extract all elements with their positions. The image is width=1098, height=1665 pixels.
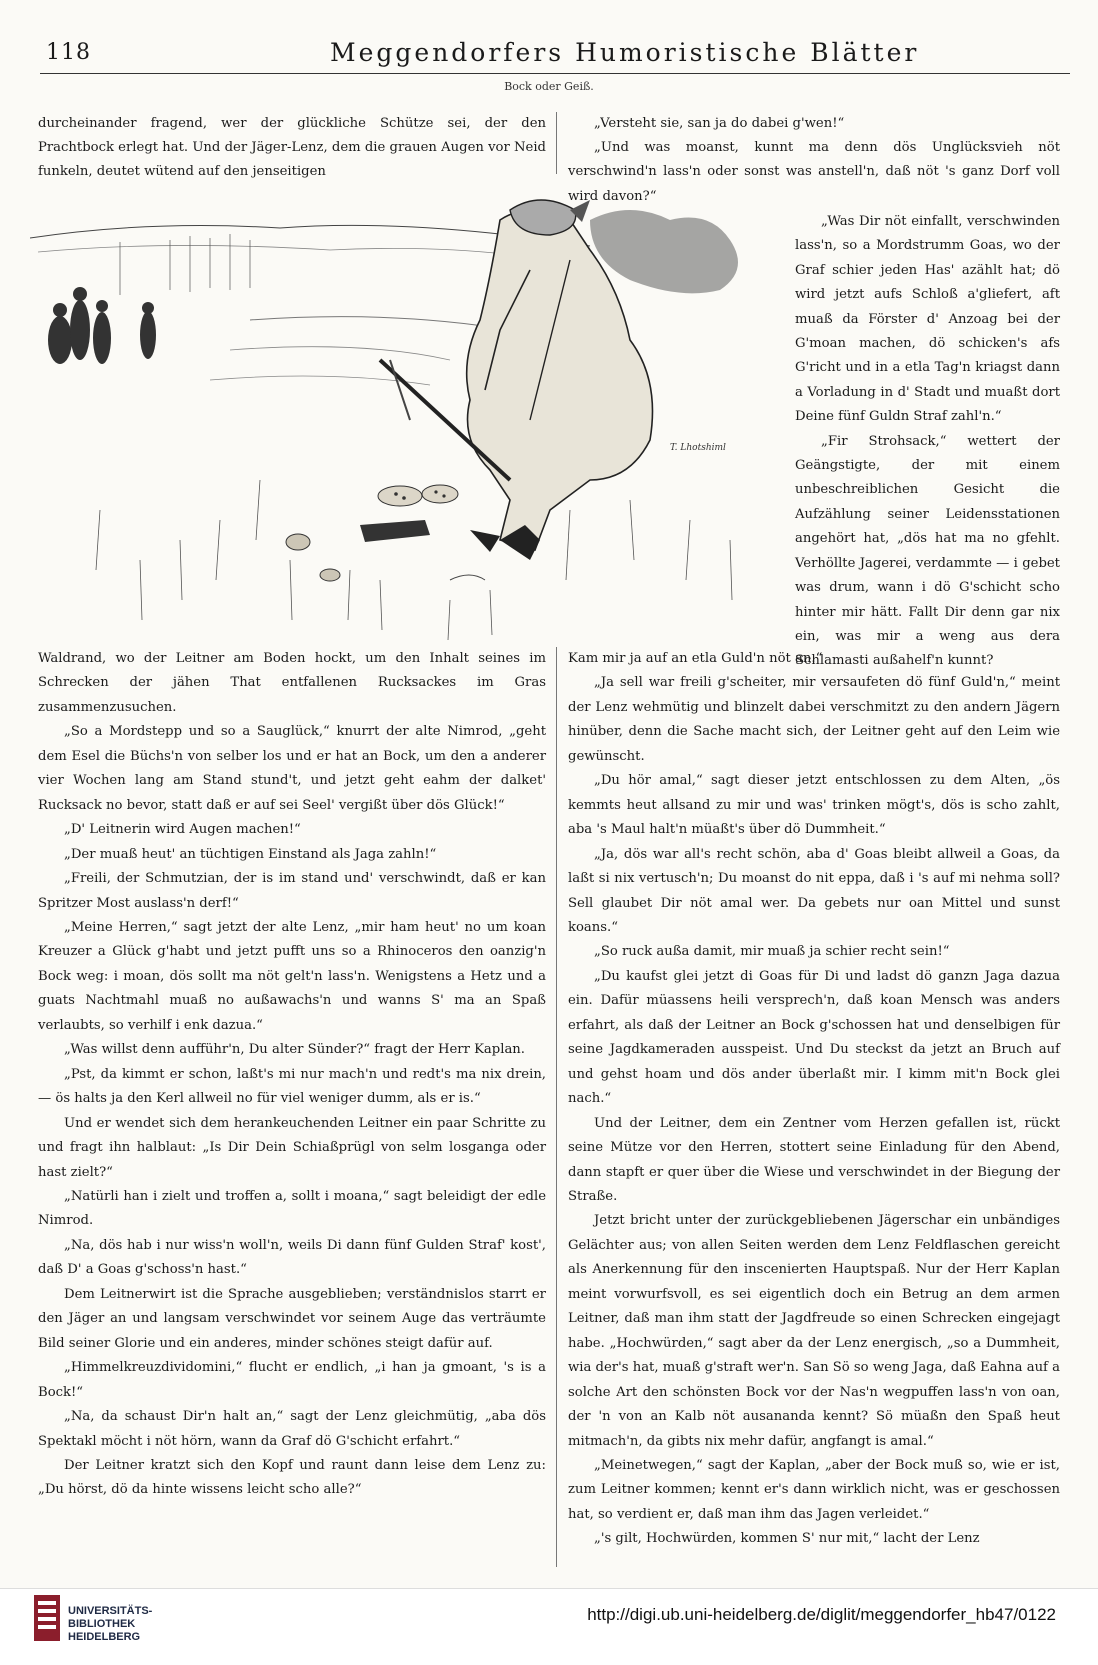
paragraph: „Meine Herren,“ sagt jetzt der alte Lenz, „mir ham heut' no um koan Kreuzer a Glück g'habt und jetzt pufft uns so a Rhinoceros den oanzig'n Bock weg: i moan, dös sollt ma nöt gelt'n lass'n. Wenigstens a Hetz und a guats Nachtmahl muaß no außawachs'n und wanns S' ma an Spaß verlaubts, so verhilf i enk dazua.“ <box>38 919 546 1033</box>
paragraph: „Und was moanst, kunnt ma denn dös Unglücksvieh nöt verschwind'n lass'n oder sonst was anstell'n, daß nöt 's ganz Dorf voll wird davon?“ <box>568 140 1060 204</box>
paragraph: „Versteht sie, san ja do dabei g'wen!“ <box>594 116 845 131</box>
artist-signature: T. Lhotshiml <box>670 443 726 453</box>
library-name-line: UNIVERSITÄTS- <box>68 1605 153 1617</box>
running-title: Meggendorfers Humoristische Blätter <box>330 38 920 67</box>
paragraph: „Was Dir nöt einfallt, verschwinden lass'n, so a Mordstrumm Goas, wo der Graf schier jeden Has' azählt hat; dö wird jetzt aufs Schloß a'gliefert, aft muaß da Förster d' Anzoag bei der G'moan machen, dö schicken's afs G'richt und in a etla Tag'n kriagst dann a Vorladung in d' Stadt und muaßt dort Deine fünf Guldn Straf zahl'n.“ <box>795 214 1060 425</box>
page-header <box>40 30 1070 74</box>
right-column-bottom-text <box>568 647 1060 1552</box>
paragraph: „Fir Strohsack,“ wettert der Geängstigte, der mit einem unbeschreiblichen Gesicht die Aufzählung seiner Leidensstationen angehört hat, „dös hat ma no gfehlt. Verhöllte Jagerei, verdammte — i gebet was drum, wann i dö G'schicht scho hinter mir hätt. Fallt Dir denn gar nix ein, was mir a weng aus dera Schlamasti außahelf'n kunnt? <box>795 433 1060 669</box>
paragraph: „'s gilt, Hochwürden, kommen S' nur mit,“ lacht der Lenz <box>594 1531 980 1547</box>
paragraph: „Der muaß heut' an tüchtigen Einstand als Jaga zahln!“ <box>64 846 437 862</box>
paragraph: Und der Leitner, dem ein Zentner vom Herzen gefallen ist, rückt seine Mütze vor den Herren, stottert seine Einladung für den Abend, dann stapft er quer über die Wiese und verschwindet in der Biegung der Straße. <box>568 1115 1060 1204</box>
paragraph: durcheinander fragend, wer der glückliche Schütze sei, der den Prachtbock erlegt hat. Und der Jäger-Lenz, dem die grauen Augen vor Neid funkeln, deutet wütend auf den jenseitigen <box>38 116 546 180</box>
paragraph: „Na, dös hab i nur wiss'n woll'n, weils Di dann fünf Gulden Straf' kost', daß D' a Goas g'schoss'n hast.“ <box>38 1237 546 1278</box>
paragraph: „Freili, der Schmutzian, der is im stand und' verschwindt, daß er kan Spritzer Most auslass'n derf!“ <box>38 871 546 911</box>
paragraph: Waldrand, wo der Leitner am Boden hockt, um den Inhalt seines im Schrecken der jähen That entfallenen Rucksackes im Gras zusammenzusuchen. <box>38 651 546 715</box>
paragraph: Und er wendet sich dem herankeuchenden Leitner ein paar Schritte zu und fragt ihn halblaut: „Is Dir Dein Schiaßprügl von selm losganga oder hast zielt?“ <box>38 1115 546 1180</box>
paragraph: Kam mir ja auf an etla Guld'n nöt an.“ <box>568 651 823 666</box>
paragraph: „Was willst denn aufführ'n, Du alter Sünder?“ fragt der Herr Kaplan. <box>64 1042 525 1058</box>
paragraph: „So ruck außa damit, mir muaß ja schier recht sein!“ <box>594 944 950 960</box>
library-logo-icon <box>32 1591 62 1651</box>
paragraph: Jetzt bricht unter der zurückgebliebenen Jägerschar ein unbändiges Gelächter aus; von allen Seiten werden dem Lenz Feldflaschen gereicht als Anerkennung für den inscenierten Hauptspaß. Nur der Herr Kaplan meint vorwurfsvoll, es sei eigentlich doch ein Betrug an dem armen Leitner, daß man ihm statt der Jagdfreude so einen Schrecken eingejagt habe. „Hochwürden,“ sagt aber da der Lenz energisch, „so a Dummheit, wia der's hat, muaß g'straft wer'n. San Sö so weng Jaga, daß Eahna auf a solche Art den schönsten Bock vor der Nas'n wegpuffen lass'n von oan, der 'n von an Kalb nöt ausananda kennt? Sö müaßn den Spaß heut mitmach'n, da gibts nix mehr dafür, angfangt is amal.“ <box>568 1213 1060 1449</box>
paragraph: „Ja, dös war all's recht schön, aba d' Goas bleibt allweil a Goas, da laßt si nix vertusch'n; Du moanst do nit eppa, daß i 's auf mi nehma soll? Sell glaubet Dir nöt amal wer. Da gebets nur oan Mittel und sunst koans.“ <box>568 846 1060 935</box>
page-number: 118 <box>46 40 91 65</box>
library-name-line: HEIDELBERG <box>68 1631 141 1643</box>
column-rule-top <box>556 112 557 174</box>
illustration-caption: Bock oder Geiß. <box>504 80 594 93</box>
hunting-scene-illustration <box>30 180 790 640</box>
left-column-top-text <box>38 112 546 185</box>
digitization-footer <box>0 1588 1098 1665</box>
paragraph: „D' Leitnerin wird Augen machen!“ <box>64 822 301 838</box>
paragraph: „Meinetwegen,“ sagt der Kaplan, „aber der Bock muß so, wie er ist, zum Leitner kommen; kennt er's dann wirklich nicht, was er geschossen hat, so verdient er, daß man ihm das Jagen verleidet.“ <box>568 1457 1060 1522</box>
right-column-wrapped-text <box>795 210 1060 674</box>
paragraph: „So a Mordstepp und so a Sauglück,“ knurrt der alte Nimrod, „geht dem Esel die Büchs'n von selber los und er hat an Bock, um den a anderer vier Wochen lang am Stand stund't, und jetzt geht eahm der dalket' Rucksack no bevor, statt daß er auf sei Seel' vergißt über dös Glück!“ <box>38 724 546 813</box>
paragraph: „Du hör amal,“ sagt dieser jetzt entschlossen zu dem Alten, „ös kemmts heut allsand zu mir und was' trinken mögt's, dös is scho zahlt, aba 's Maul halt'n müaßt's über dö Dummheit.“ <box>568 773 1060 838</box>
paragraph: „Pst, da kimmt er schon, laßt's mi nur mach'n und redt's ma nix drein, — ös halts ja den Kerl allweil no für viel weniger dumm, als er is.“ <box>38 1066 546 1107</box>
paragraph: „Himmelkreuzdividomini,“ flucht er endlich, „i han ja gmoant, 's is a Bock!“ <box>38 1360 546 1400</box>
paragraph: Dem Leitnerwirt ist die Sprache ausgeblieben; verständnislos starrt er den Jäger an und langsam verschwindet vor seinem Auge das verträumte Bild seiner Glorie und ein anderes, minder schönes steigt dafür auf. <box>38 1286 546 1351</box>
paragraph: „Du kaufst glei jetzt di Goas für Di und ladst dö ganzn Jaga dazua ein. Dafür müassens heili versprech'n, daß koan Mensch was anders erfahrt, als daß der Leitner an Bock g'schossen hat und denselbigen für seine Jagdkameraden ausspeist. Und Du steckst da jetzt an Bruch auf und gehst hoam und dös ander überlaßt mir. I kimm mit'n Bock glei nach.“ <box>568 968 1060 1107</box>
column-rule-bottom <box>556 647 557 1567</box>
digital-copy-link[interactable]: http://digi.ub.uni-heidelberg.de/diglit/meggendorfer_hb47/0122 <box>587 1605 1056 1624</box>
library-name <box>68 1605 152 1644</box>
library-name-line: BIBLIOTHEK <box>68 1618 136 1630</box>
paragraph: „Na, da schaust Dir'n halt an,“ sagt der Lenz gleichmütig, „aba dös Spektakl möcht i nöt hörn, wann da Graf dö G'schicht erfahrt.“ <box>38 1409 546 1449</box>
paragraph: Der Leitner kratzt sich den Kopf und raunt dann leise dem Lenz zu: „Du hörst, dö da hinte wissens leicht scho alle?“ <box>38 1457 546 1498</box>
paragraph: „Ja sell war freili g'scheiter, mir versaufeten dö fünf Guld'n,“ meint der Lenz wehmütig und blinzelt dabei verschmitzt zu den andern Jägern hinüber, denn die Sache macht sich, der Leitner geht auf den Leim wie gewünscht. <box>568 675 1060 764</box>
left-column-bottom-text <box>38 647 546 1503</box>
paragraph: „Natürli han i zielt und troffen a, sollt i moana,“ sagt beleidigt der edle Nimrod. <box>38 1188 546 1229</box>
